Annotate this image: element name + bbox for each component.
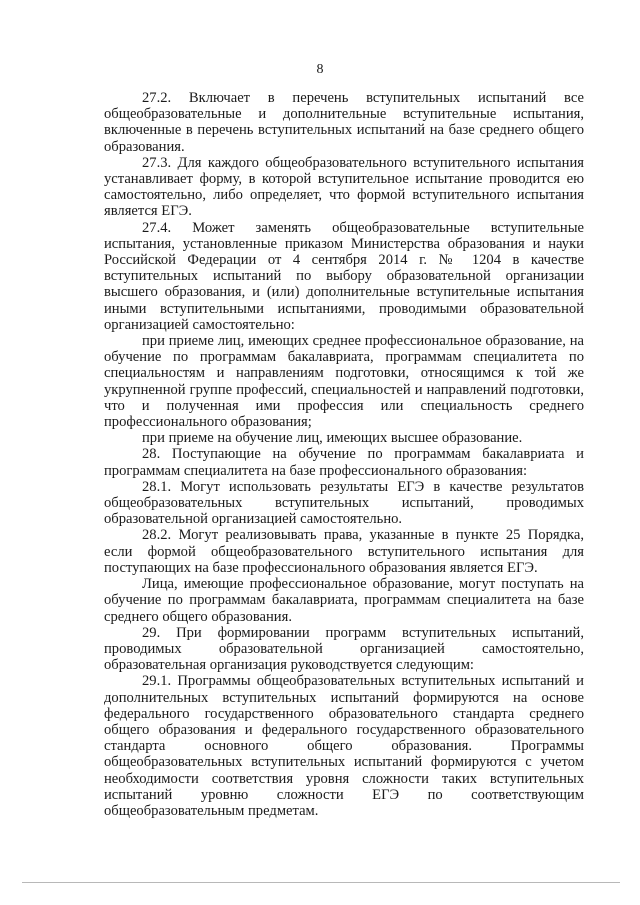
page-number: 8	[316, 62, 324, 77]
paragraph-27-4-item-1: при приеме лиц, имеющих среднее профессиональное образование, на обучение по программам бакалавриата, программам специалитета по специальностям и направлениям подготовки, относящимся к той же укрупненной группе профессий, специальностей и направлений подготовки, что и полученная ими профессия или специальность среднего профессионального образования;	[104, 333, 584, 431]
scan-edge-line	[22, 882, 620, 883]
paragraph-29-1: 29.1. Программы общеобразовательных вступительных испытаний и дополнительных вступительных испытаний формируются на основе федерального государственного образовательного стандарта среднего общего образования и федерального государственного образовательного стандарта основного общего образования. Программы общеобразовательных вступительных испытаний формируются с учетом необходимости соответствия уровня сложности таких вступительных испытаний уровню сложности ЕГЭ по соответствующим общеобразовательным предметам.	[104, 673, 584, 819]
paragraph-28-1: 28.1. Могут использовать результаты ЕГЭ в качестве результатов общеобразовательных вступительных испытаний, проводимых образовательной организацией самостоятельно.	[104, 478, 584, 528]
paragraph-29: 29. При формировании программ вступительных испытаний, проводимых образовательной организацией самостоятельно, образовательная организация руководствуется следующим:	[104, 624, 584, 674]
paragraph-27-4-item-2: при приеме на обучение лиц, имеющих высшее образование.	[142, 430, 523, 447]
paragraph-27-2: 27.2. Включает в перечень вступительных испытаний все общеобразовательные и дополнительные вступительные испытания, включенные в перечень вступительных испытаний на базе среднего общего образования.	[104, 90, 584, 155]
paragraph-27-4: 27.4. Может заменять общеобразовательные вступительные испытания, установленные приказом Министерства образования и науки Российской Федерации от 4 сентября 2014 г. № 1204 в качестве вступительных испытаний по выбору образовательной организации высшего образования, и (или) дополнительные вступительные испытания иными вступительными испытаниями, проводимыми образовательной организацией самостоятельно:	[104, 219, 584, 333]
paragraph-28: 28. Поступающие на обучение по программам бакалавриата и программам специалитета на базе профессионального образования:	[104, 446, 584, 479]
paragraph-28-2: 28.2. Могут реализовывать права, указанные в пункте 25 Порядка, если формой общеобразовательного вступительного испытания для поступающих на базе профессионального образования является ЕГЭ.	[104, 527, 584, 576]
paragraph-28-note: Лица, имеющие профессиональное образование, могут поступать на обучение по программам бакалавриата, программам специалитета на базе среднего общего образования.	[104, 576, 584, 625]
paragraph-27-3: 27.3. Для каждого общеобразовательного вступительного испытания устанавливает форму, в которой вступительное испытание проводится ею самостоятельно, либо определяет, что формой вступительного испытания является ЕГЭ.	[104, 154, 584, 220]
document-body	[104, 90, 584, 819]
